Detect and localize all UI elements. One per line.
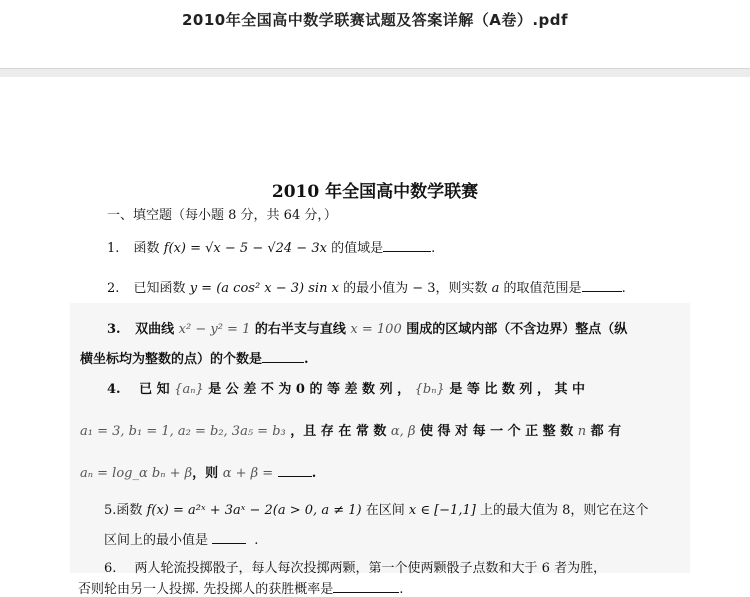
question-6-continued xyxy=(78,578,403,597)
q4-constants: α, β xyxy=(390,424,416,439)
q3-expression-2: x = 100 xyxy=(350,322,402,337)
question-2 xyxy=(107,277,626,296)
q4-text-5: 使 得 对 每 一 个 正 整 数 xyxy=(420,424,574,439)
page-gap xyxy=(0,69,750,77)
q1-expression: f(x) = √x − 5 − √24 − 3x xyxy=(163,241,327,256)
q5-mid: 在区间 xyxy=(365,503,405,518)
q5-number: 5. xyxy=(104,503,117,518)
q4-text-3: 是 等 比 数 列 ， 其 中 xyxy=(449,382,585,397)
q1-end: . xyxy=(431,241,436,256)
q4-end: . xyxy=(311,466,317,481)
q2-expression: y = (a cos² x − 3) sin x xyxy=(189,281,339,296)
q3-number: 3. xyxy=(107,322,121,337)
q6-end: . xyxy=(399,582,404,597)
q2-number: 2. xyxy=(107,281,120,296)
q5-answer-blank xyxy=(212,543,246,544)
question-3 xyxy=(107,318,627,337)
q5-pre: 函数 xyxy=(116,503,143,518)
q4-number: 4. xyxy=(107,382,121,397)
q6-number: 6. xyxy=(104,561,117,576)
q3-line-2: 横坐标均为整数的点）的个数是 xyxy=(80,352,263,367)
file-title: 2010年全国高中数学联赛试题及答案详解（A卷）.pdf xyxy=(181,11,569,29)
q1-number: 1. xyxy=(107,241,120,256)
q4-n-variable: n xyxy=(577,424,587,439)
q4-conditions: a₁ = 3, b₁ = 1, a₂ = b₂, 3a₅ = b₃ xyxy=(80,424,286,439)
section-heading: 一、填空题（每小题 8 分，共 64 分，） xyxy=(107,208,337,223)
question-6 xyxy=(104,557,606,576)
q6-line-1: 两人轮流投掷骰子，每人每次投掷两颗，第一个使两颗骰子点数和大于 6 者为胜， xyxy=(134,561,607,576)
document-page xyxy=(0,77,750,597)
q1-pre: 函数 xyxy=(133,241,160,256)
q5-end: . xyxy=(254,533,259,548)
question-4-relation xyxy=(80,462,316,481)
question-3-continued xyxy=(80,348,309,367)
q4-sequence-b: {bₙ} xyxy=(414,382,445,397)
q4-sequence-a: {aₙ} xyxy=(174,382,204,397)
q1-post: 的值域是 xyxy=(331,241,384,256)
viewer-header xyxy=(0,0,750,69)
q2-answer-blank xyxy=(582,291,622,292)
q4-ask-expression: α + β = xyxy=(222,466,274,481)
question-5-continued xyxy=(104,529,258,548)
question-5 xyxy=(104,499,648,518)
document-title: 2010 年全国高中数学联赛 xyxy=(271,182,479,202)
q3-end: . xyxy=(304,352,309,367)
question-4-conditions xyxy=(80,420,621,439)
q4-text-1: 已 知 xyxy=(139,382,170,397)
q6-answer-blank xyxy=(333,592,399,593)
q4-answer-blank xyxy=(278,476,312,477)
q2-post: 的取值范围是 xyxy=(503,281,582,296)
q3-mid-2: 围成的区域内部（不含边界）整点（纵 xyxy=(406,322,628,337)
q3-mid-1: 的右半支与直线 xyxy=(254,322,346,337)
q3-answer-blank xyxy=(262,362,304,363)
q4-relation: aₙ = log_α bₙ + β xyxy=(80,466,193,481)
q4-text-4: ，且 存 在 常 数 xyxy=(290,424,387,439)
q2-pre: 已知函数 xyxy=(133,281,186,296)
q3-expression-1: x² − y² = 1 xyxy=(178,322,251,337)
q5-interval: x ∈ [−1,1] xyxy=(408,503,476,518)
q4-text-2: 是 公 差 不 为 0 的 等 差 数 列 ， xyxy=(208,382,411,397)
q2-mid: 的最小值为 − 3，则实数 xyxy=(343,281,488,296)
q6-line-2: 否则轮由另一人投掷. 先投掷人的获胜概率是 xyxy=(78,582,334,597)
q5-post: 上的最大值为 8，则它在这个 xyxy=(479,503,649,518)
q1-answer-blank xyxy=(383,251,431,252)
question-4 xyxy=(107,378,585,397)
q3-pre: 双曲线 xyxy=(135,322,175,337)
q5-line-2: 区间上的最小值是 xyxy=(104,533,209,548)
q4-ask: ，则 xyxy=(192,466,219,481)
q2-end: . xyxy=(621,281,626,296)
q2-variable: a xyxy=(491,281,500,296)
q5-expression: f(x) = a²ˣ + 3aˣ − 2(a > 0, a ≠ 1) xyxy=(146,503,362,518)
question-1 xyxy=(107,237,435,256)
q4-text-6: 都 有 xyxy=(590,424,622,439)
